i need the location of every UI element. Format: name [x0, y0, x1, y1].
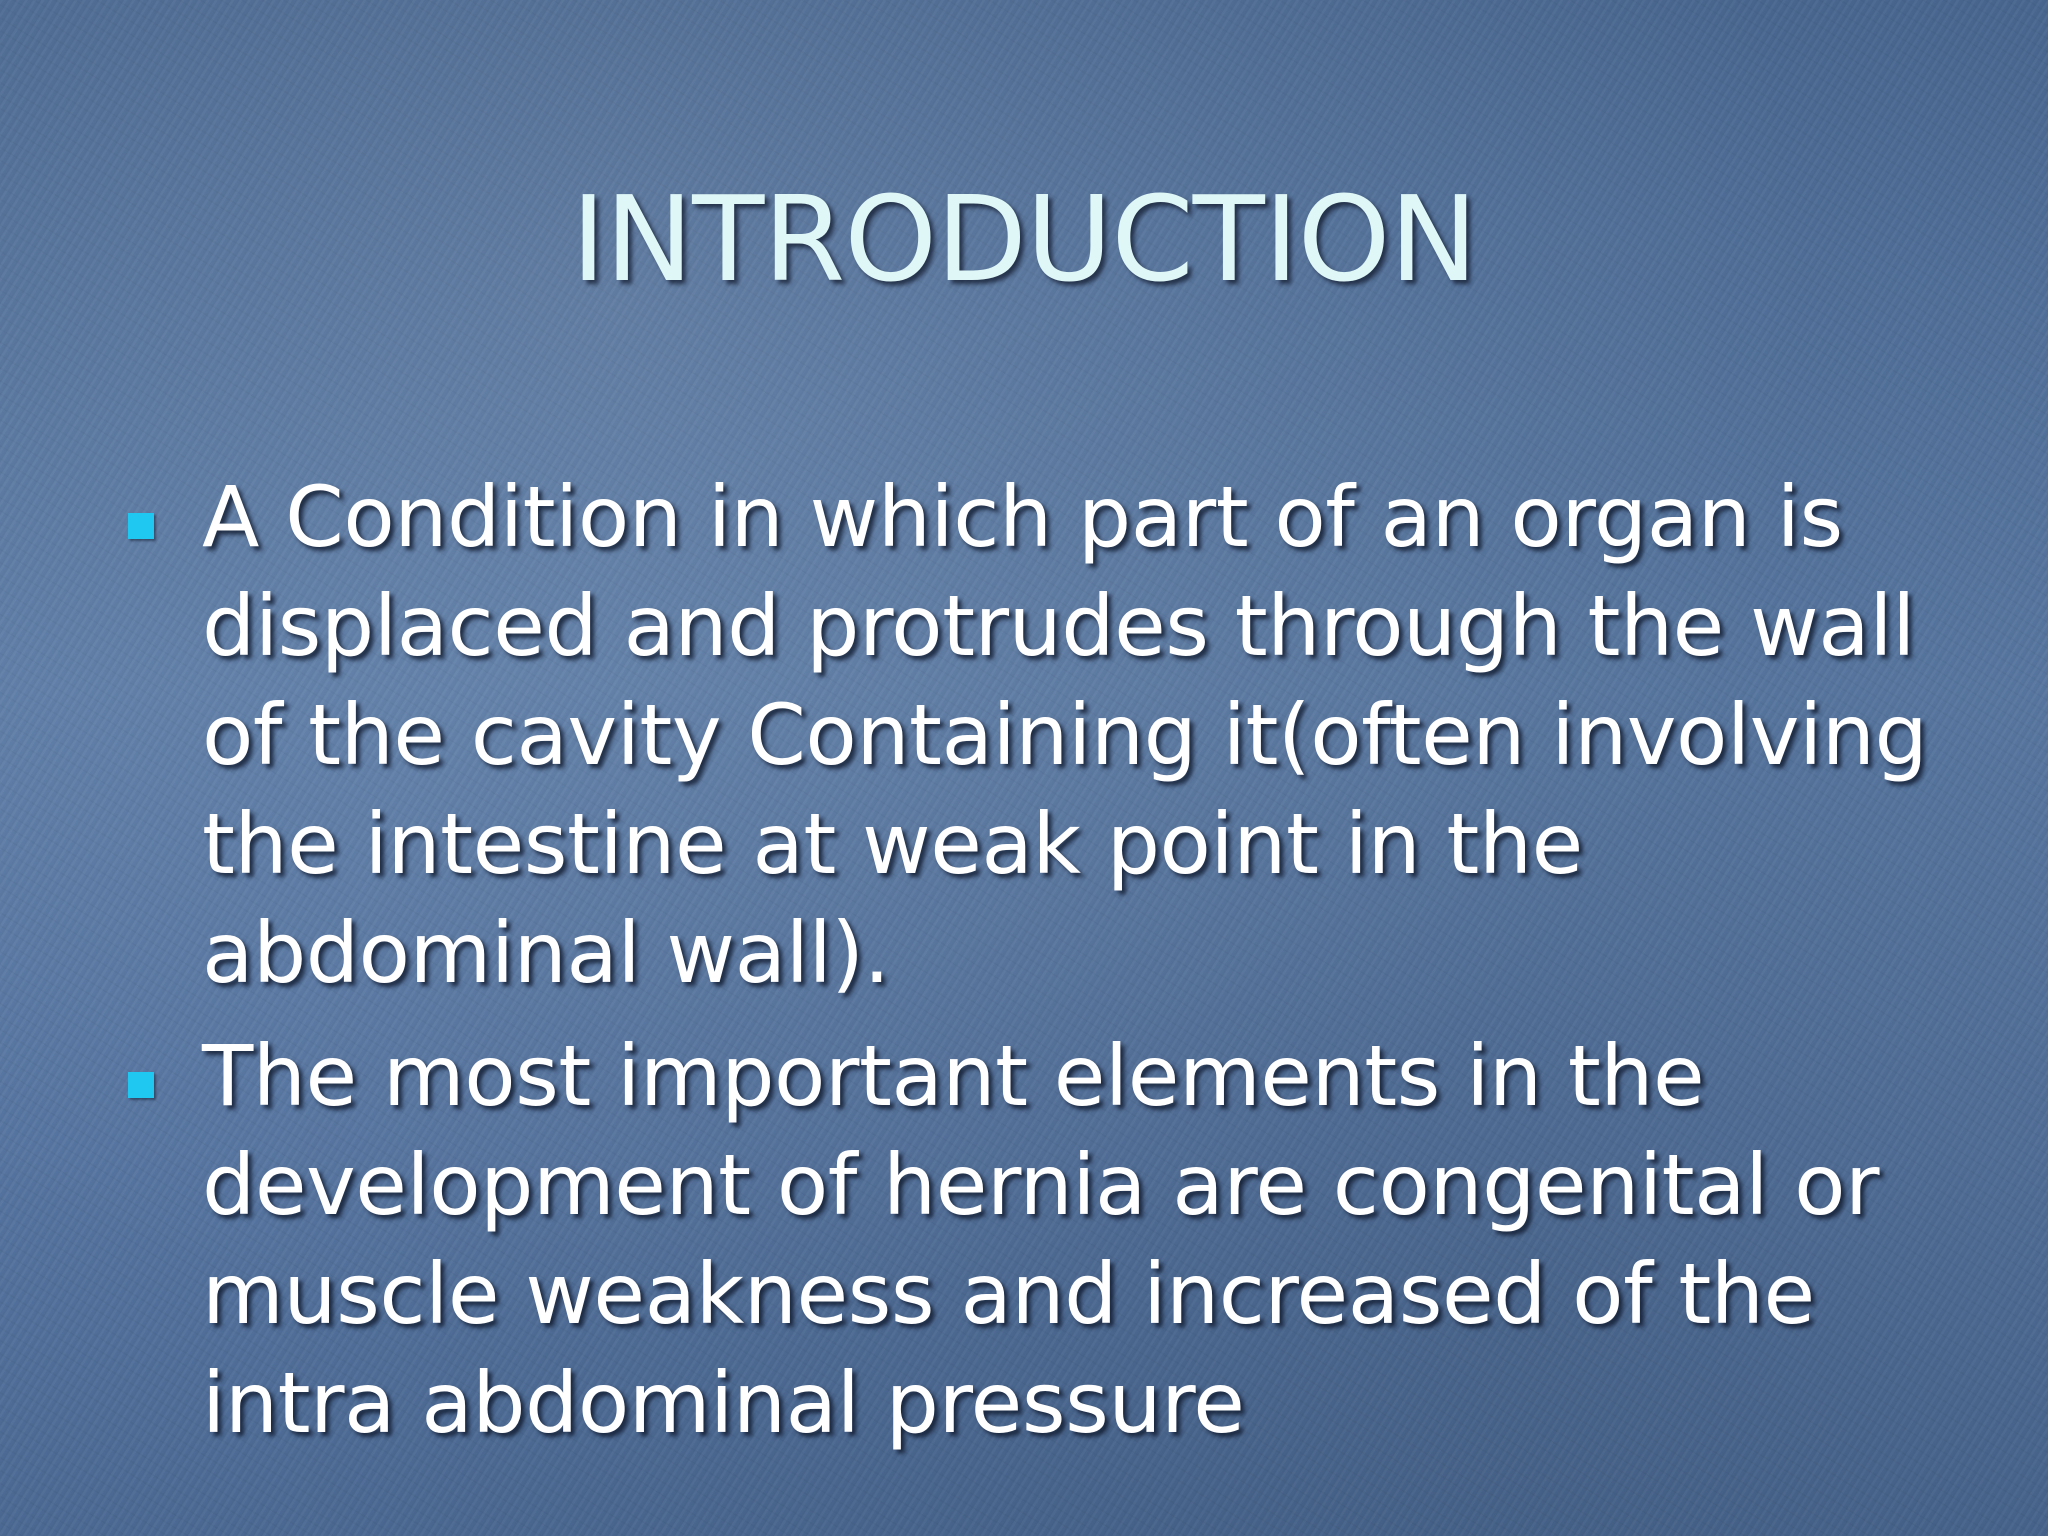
bullet-item	[128, 1022, 1928, 1458]
square-bullet-icon	[128, 1072, 154, 1098]
bullet-list	[128, 463, 1928, 1472]
slide-title: INTRODUCTION	[571, 170, 1477, 308]
bullet-text: A Condition in which part of an organ is displaced and protrudes through the wall of the cavity Containing it(often involving the intestine at weak point in the abdominal wall).	[202, 468, 1928, 1002]
bullet-item	[128, 463, 1928, 1008]
bullet-text: The most important elements in the development of hernia are congenital or muscle weakness and increased of the intra abdominal pressure	[202, 1027, 1880, 1452]
square-bullet-icon	[128, 513, 154, 539]
